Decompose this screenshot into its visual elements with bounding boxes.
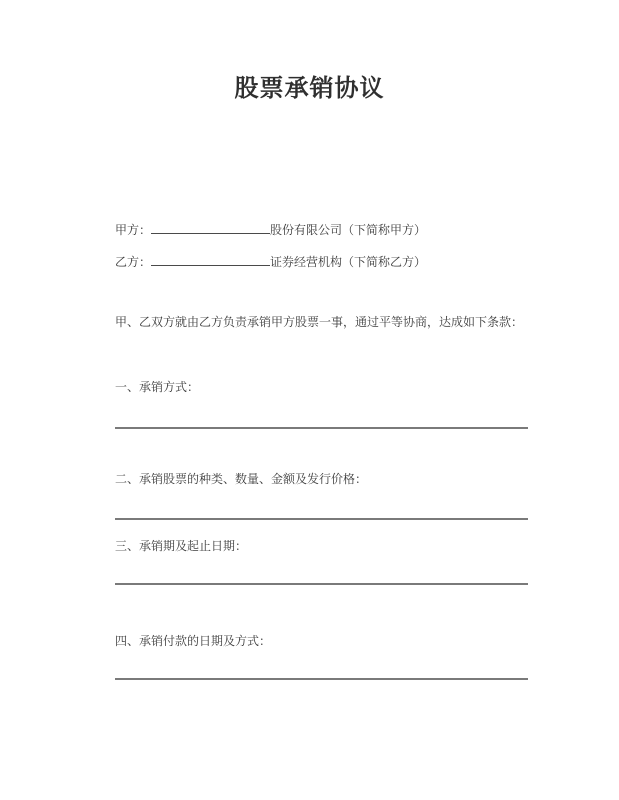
party-b-row [115,252,426,270]
section-2-heading: 二、承销股票的种类、数量、金额及发行价格： [115,472,368,486]
section-1-fill-in-line[interactable] [115,427,528,429]
party-a-suffix: 股份有限公司（下简称甲方） [270,223,427,237]
section-1-heading: 一、承销方式： [115,380,200,394]
section-3-heading: 三、承销期及起止日期： [115,539,248,553]
party-b-label: 乙方： [115,255,152,269]
section-4-fill-in-line[interactable] [115,678,528,680]
party-a-label: 甲方： [115,223,152,237]
party-b-suffix: 证券经营机构（下简称乙方） [270,255,427,269]
section-4-heading: 四、承销付款的日期及方式： [115,634,272,648]
party-a-row [115,220,426,238]
party-a-name-blank-field[interactable] [151,220,270,234]
party-b-name-blank-field[interactable] [151,252,270,266]
section-3-fill-in-line[interactable] [115,583,528,585]
preamble-paragraph: 甲、乙双方就由乙方负责承销甲方股票一事，通过平等协商，达成如下条款： [115,315,524,329]
document-title: 股票承销协议 [234,76,385,102]
section-2-fill-in-line[interactable] [115,518,528,520]
